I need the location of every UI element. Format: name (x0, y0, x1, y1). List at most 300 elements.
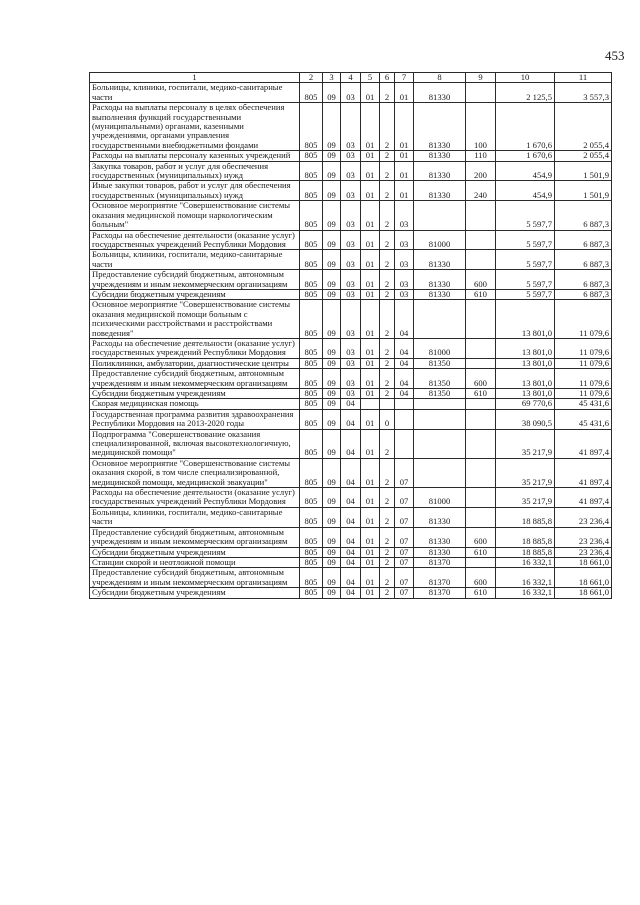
subsection-code-cell: 03 (341, 103, 361, 151)
admin-code-cell: 805 (300, 507, 323, 527)
activity-code-cell: 07 (395, 568, 414, 588)
admin-code-cell: 805 (300, 83, 323, 103)
subprogram-code-cell: 2 (380, 338, 395, 358)
table-row (90, 230, 612, 250)
section-code-cell: 09 (323, 83, 341, 103)
amount-2019-cell: 35 217,9 (496, 488, 555, 508)
table-row (90, 369, 612, 389)
direction-code-cell: 81000 (414, 338, 466, 358)
row-name-cell: Подпрограмма "Совершенствование оказания специализированной, включая высокотехнологичную, медицинской помощи" (90, 429, 300, 458)
section-code-cell: 09 (323, 300, 341, 339)
row-name-cell: Государственная программа развития здравоохранения Республики Мордовия на 2013-2020 годы (90, 409, 300, 429)
subprogram-code-cell: 2 (380, 289, 395, 299)
direction-code-cell: 81330 (414, 270, 466, 290)
expense-type-code-cell (466, 458, 496, 487)
admin-code-cell: 805 (300, 458, 323, 487)
amount-2019-cell: 13 801,0 (496, 369, 555, 389)
expense-type-code-cell (466, 488, 496, 508)
row-name-cell: Станции скорой и неотложной помощи (90, 557, 300, 567)
subprogram-code-cell (380, 399, 395, 409)
table-row (90, 527, 612, 547)
column-header: 1 (90, 73, 300, 83)
table-row (90, 201, 612, 230)
table-row (90, 409, 612, 429)
subsection-code-cell: 04 (341, 399, 361, 409)
table-row (90, 289, 612, 299)
table-row (90, 488, 612, 508)
amount-2020-cell: 11 079,6 (555, 338, 612, 358)
activity-code-cell: 01 (395, 151, 414, 161)
section-code-cell: 09 (323, 409, 341, 429)
table-header-row (90, 73, 612, 83)
subprogram-code-cell: 2 (380, 488, 395, 508)
direction-code-cell: 81330 (414, 181, 466, 201)
subsection-code-cell: 03 (341, 338, 361, 358)
program-code-cell: 01 (361, 458, 380, 487)
program-code-cell: 01 (361, 557, 380, 567)
table-row (90, 300, 612, 339)
row-name-cell: Расходы на выплаты персоналу в целях обеспечения выполнения функций государственными (муниципальными) органами, казенными учреждениями, органами управления государственными внебюджетными фондами (90, 103, 300, 151)
direction-code-cell: 81000 (414, 488, 466, 508)
direction-code-cell (414, 429, 466, 458)
activity-code-cell: 04 (395, 358, 414, 368)
expense-type-code-cell (466, 250, 496, 270)
direction-code-cell: 81330 (414, 161, 466, 181)
table-row (90, 399, 612, 409)
amount-2020-cell: 41 897,4 (555, 458, 612, 487)
activity-code-cell: 07 (395, 458, 414, 487)
activity-code-cell: 04 (395, 300, 414, 339)
amount-2019-cell: 13 801,0 (496, 389, 555, 399)
activity-code-cell (395, 399, 414, 409)
subprogram-code-cell: 2 (380, 103, 395, 151)
amount-2019-cell: 69 770,6 (496, 399, 555, 409)
section-code-cell: 09 (323, 250, 341, 270)
program-code-cell: 01 (361, 289, 380, 299)
section-code-cell: 09 (323, 547, 341, 557)
subprogram-code-cell: 2 (380, 429, 395, 458)
subprogram-code-cell: 2 (380, 151, 395, 161)
admin-code-cell: 805 (300, 161, 323, 181)
activity-code-cell: 01 (395, 83, 414, 103)
program-code-cell: 01 (361, 547, 380, 557)
admin-code-cell: 805 (300, 557, 323, 567)
section-code-cell: 09 (323, 103, 341, 151)
activity-code-cell: 07 (395, 488, 414, 508)
subprogram-code-cell: 2 (380, 588, 395, 598)
amount-2020-cell: 11 079,6 (555, 358, 612, 368)
amount-2019-cell: 1 670,6 (496, 103, 555, 151)
amount-2020-cell: 45 431,6 (555, 409, 612, 429)
section-code-cell: 09 (323, 270, 341, 290)
table-row (90, 151, 612, 161)
admin-code-cell: 805 (300, 270, 323, 290)
section-code-cell: 09 (323, 230, 341, 250)
subsection-code-cell: 03 (341, 270, 361, 290)
expense-type-code-cell: 610 (466, 289, 496, 299)
amount-2019-cell: 18 885,8 (496, 527, 555, 547)
column-header: 10 (496, 73, 555, 83)
row-name-cell: Предоставление субсидий бюджетным, автономным учреждениям и иным некоммерческим организациям (90, 568, 300, 588)
activity-code-cell: 03 (395, 201, 414, 230)
admin-code-cell: 805 (300, 201, 323, 230)
activity-code-cell: 07 (395, 507, 414, 527)
direction-code-cell: 81330 (414, 83, 466, 103)
admin-code-cell: 805 (300, 429, 323, 458)
subsection-code-cell: 04 (341, 547, 361, 557)
amount-2019-cell: 5 597,7 (496, 201, 555, 230)
program-code-cell: 01 (361, 250, 380, 270)
column-header: 7 (395, 73, 414, 83)
admin-code-cell: 805 (300, 389, 323, 399)
direction-code-cell: 81330 (414, 507, 466, 527)
section-code-cell: 09 (323, 181, 341, 201)
subsection-code-cell: 04 (341, 507, 361, 527)
page-number: 453 (605, 48, 625, 63)
amount-2019-cell: 13 801,0 (496, 300, 555, 339)
subprogram-code-cell: 2 (380, 568, 395, 588)
admin-code-cell: 805 (300, 250, 323, 270)
amount-2020-cell: 2 055,4 (555, 151, 612, 161)
section-code-cell: 09 (323, 588, 341, 598)
activity-code-cell (395, 409, 414, 429)
row-name-cell: Субсидии бюджетным учреждениям (90, 389, 300, 399)
admin-code-cell: 805 (300, 181, 323, 201)
activity-code-cell: 07 (395, 557, 414, 567)
amount-2020-cell: 18 661,0 (555, 588, 612, 598)
admin-code-cell: 805 (300, 289, 323, 299)
amount-2019-cell: 5 597,7 (496, 250, 555, 270)
section-code-cell: 09 (323, 201, 341, 230)
direction-code-cell: 81350 (414, 369, 466, 389)
subsection-code-cell: 03 (341, 389, 361, 399)
expense-type-code-cell: 600 (466, 369, 496, 389)
section-code-cell: 09 (323, 289, 341, 299)
expense-type-code-cell (466, 230, 496, 250)
program-code-cell: 01 (361, 151, 380, 161)
amount-2019-cell: 5 597,7 (496, 230, 555, 250)
amount-2019-cell: 16 332,1 (496, 588, 555, 598)
expense-type-code-cell: 600 (466, 568, 496, 588)
admin-code-cell: 805 (300, 568, 323, 588)
expense-type-code-cell (466, 201, 496, 230)
row-name-cell: Предоставление субсидий бюджетным, автономным учреждениям и иным некоммерческим организациям (90, 527, 300, 547)
activity-code-cell: 04 (395, 338, 414, 358)
expense-type-code-cell: 600 (466, 270, 496, 290)
program-code-cell: 01 (361, 181, 380, 201)
admin-code-cell: 805 (300, 103, 323, 151)
direction-code-cell: 81330 (414, 250, 466, 270)
activity-code-cell: 04 (395, 369, 414, 389)
table-row (90, 429, 612, 458)
program-code-cell: 01 (361, 358, 380, 368)
row-name-cell: Иные закупки товаров, работ и услуг для обеспечения государственных (муниципальных) нужд (90, 181, 300, 201)
row-name-cell: Субсидии бюджетным учреждениям (90, 588, 300, 598)
direction-code-cell (414, 201, 466, 230)
subsection-code-cell: 04 (341, 557, 361, 567)
expense-type-code-cell: 610 (466, 389, 496, 399)
direction-code-cell: 81370 (414, 557, 466, 567)
subprogram-code-cell: 2 (380, 369, 395, 389)
program-code-cell: 01 (361, 527, 380, 547)
amount-2020-cell: 3 557,3 (555, 83, 612, 103)
expense-type-code-cell (466, 507, 496, 527)
budget-table (89, 72, 612, 599)
expense-type-code-cell: 100 (466, 103, 496, 151)
amount-2019-cell: 18 885,8 (496, 547, 555, 557)
admin-code-cell: 805 (300, 358, 323, 368)
activity-code-cell: 01 (395, 103, 414, 151)
subprogram-code-cell: 2 (380, 547, 395, 557)
admin-code-cell: 805 (300, 409, 323, 429)
subsection-code-cell: 03 (341, 181, 361, 201)
amount-2020-cell: 6 887,3 (555, 201, 612, 230)
row-name-cell: Больницы, клиники, госпитали, медико-санитарные части (90, 250, 300, 270)
subsection-code-cell: 04 (341, 588, 361, 598)
subsection-code-cell: 03 (341, 250, 361, 270)
program-code-cell: 01 (361, 103, 380, 151)
section-code-cell: 09 (323, 458, 341, 487)
amount-2020-cell: 41 897,4 (555, 429, 612, 458)
expense-type-code-cell (466, 83, 496, 103)
section-code-cell: 09 (323, 507, 341, 527)
column-header: 4 (341, 73, 361, 83)
subprogram-code-cell: 2 (380, 83, 395, 103)
subprogram-code-cell: 2 (380, 389, 395, 399)
section-code-cell: 09 (323, 389, 341, 399)
amount-2019-cell: 35 217,9 (496, 458, 555, 487)
amount-2020-cell: 11 079,6 (555, 389, 612, 399)
activity-code-cell: 01 (395, 161, 414, 181)
table-row (90, 83, 612, 103)
program-code-cell: 01 (361, 389, 380, 399)
direction-code-cell: 81350 (414, 358, 466, 368)
admin-code-cell: 805 (300, 399, 323, 409)
amount-2019-cell: 16 332,1 (496, 568, 555, 588)
column-header: 3 (323, 73, 341, 83)
row-name-cell: Предоставление субсидий бюджетным, автономным учреждениям и иным некоммерческим организациям (90, 270, 300, 290)
program-code-cell: 01 (361, 507, 380, 527)
row-name-cell: Предоставление субсидий бюджетным, автономным учреждениям и иным некоммерческим организациям (90, 369, 300, 389)
expense-type-code-cell (466, 358, 496, 368)
section-code-cell: 09 (323, 429, 341, 458)
column-header: 6 (380, 73, 395, 83)
row-name-cell: Больницы, клиники, госпитали, медико-санитарные части (90, 83, 300, 103)
section-code-cell: 09 (323, 338, 341, 358)
admin-code-cell: 805 (300, 488, 323, 508)
amount-2020-cell: 18 661,0 (555, 557, 612, 567)
program-code-cell: 01 (361, 161, 380, 181)
subprogram-code-cell: 2 (380, 458, 395, 487)
direction-code-cell: 81330 (414, 151, 466, 161)
amount-2019-cell: 13 801,0 (496, 358, 555, 368)
subsection-code-cell: 03 (341, 230, 361, 250)
subsection-code-cell: 03 (341, 369, 361, 389)
expense-type-code-cell: 200 (466, 161, 496, 181)
amount-2019-cell: 38 090,5 (496, 409, 555, 429)
direction-code-cell (414, 300, 466, 339)
row-name-cell: Расходы на обеспечение деятельности (оказание услуг) государственных учреждений Республики Мордовия (90, 338, 300, 358)
column-header: 5 (361, 73, 380, 83)
direction-code-cell: 81000 (414, 230, 466, 250)
subprogram-code-cell: 2 (380, 557, 395, 567)
program-code-cell: 01 (361, 409, 380, 429)
program-code-cell: 01 (361, 300, 380, 339)
section-code-cell: 09 (323, 527, 341, 547)
row-name-cell: Основное мероприятие "Совершенствование системы оказания медицинской помощи наркологическим больным" (90, 201, 300, 230)
amount-2020-cell: 6 887,3 (555, 270, 612, 290)
amount-2019-cell: 13 801,0 (496, 338, 555, 358)
admin-code-cell: 805 (300, 588, 323, 598)
row-name-cell: Субсидии бюджетным учреждениям (90, 289, 300, 299)
direction-code-cell: 81330 (414, 289, 466, 299)
expense-type-code-cell (466, 300, 496, 339)
activity-code-cell (395, 429, 414, 458)
admin-code-cell: 805 (300, 547, 323, 557)
activity-code-cell: 03 (395, 250, 414, 270)
row-name-cell: Поликлиники, амбулатории, диагностические центры (90, 358, 300, 368)
amount-2020-cell: 11 079,6 (555, 300, 612, 339)
row-name-cell: Расходы на выплаты персоналу казенных учреждений (90, 151, 300, 161)
expense-type-code-cell (466, 338, 496, 358)
subprogram-code-cell: 2 (380, 300, 395, 339)
amount-2020-cell: 23 236,4 (555, 527, 612, 547)
subprogram-code-cell: 2 (380, 181, 395, 201)
expense-type-code-cell: 240 (466, 181, 496, 201)
row-name-cell: Основное мероприятие "Совершенствование системы оказания медицинской помощи больным с психическими расстройствами и расстройствами поведения" (90, 300, 300, 339)
expense-type-code-cell (466, 409, 496, 429)
amount-2020-cell: 6 887,3 (555, 250, 612, 270)
program-code-cell (361, 399, 380, 409)
subprogram-code-cell: 2 (380, 250, 395, 270)
expense-type-code-cell: 610 (466, 588, 496, 598)
subsection-code-cell: 04 (341, 488, 361, 508)
expense-type-code-cell (466, 429, 496, 458)
admin-code-cell: 805 (300, 230, 323, 250)
activity-code-cell: 03 (395, 270, 414, 290)
program-code-cell: 01 (361, 230, 380, 250)
amount-2020-cell: 18 661,0 (555, 568, 612, 588)
amount-2019-cell: 454,9 (496, 181, 555, 201)
row-name-cell: Субсидии бюджетным учреждениям (90, 547, 300, 557)
row-name-cell: Закупка товаров, работ и услуг для обеспечения государственных (муниципальных) нужд (90, 161, 300, 181)
subsection-code-cell: 04 (341, 429, 361, 458)
table-row (90, 568, 612, 588)
amount-2020-cell: 6 887,3 (555, 289, 612, 299)
expense-type-code-cell: 110 (466, 151, 496, 161)
subsection-code-cell: 03 (341, 358, 361, 368)
direction-code-cell (414, 399, 466, 409)
direction-code-cell: 81330 (414, 527, 466, 547)
amount-2020-cell: 2 055,4 (555, 103, 612, 151)
section-code-cell: 09 (323, 399, 341, 409)
subsection-code-cell: 04 (341, 568, 361, 588)
row-name-cell: Основное мероприятие "Совершенствование системы оказания скорой, в том числе специализированной, медицинской помощи, медицинской эвакуации" (90, 458, 300, 487)
table-row (90, 161, 612, 181)
subprogram-code-cell: 2 (380, 230, 395, 250)
row-name-cell: Скорая медицинская помощь (90, 399, 300, 409)
amount-2019-cell: 5 597,7 (496, 270, 555, 290)
amount-2019-cell: 16 332,1 (496, 557, 555, 567)
amount-2019-cell: 35 217,9 (496, 429, 555, 458)
activity-code-cell: 07 (395, 588, 414, 598)
section-code-cell: 09 (323, 358, 341, 368)
admin-code-cell: 805 (300, 338, 323, 358)
direction-code-cell (414, 409, 466, 429)
table-row (90, 458, 612, 487)
amount-2019-cell: 454,9 (496, 161, 555, 181)
program-code-cell: 01 (361, 488, 380, 508)
program-code-cell: 01 (361, 270, 380, 290)
amount-2020-cell: 23 236,4 (555, 507, 612, 527)
section-code-cell: 09 (323, 161, 341, 181)
section-code-cell: 09 (323, 488, 341, 508)
program-code-cell: 01 (361, 83, 380, 103)
expense-type-code-cell: 610 (466, 547, 496, 557)
program-code-cell: 01 (361, 429, 380, 458)
program-code-cell: 01 (361, 338, 380, 358)
amount-2020-cell: 11 079,6 (555, 369, 612, 389)
amount-2020-cell: 41 897,4 (555, 488, 612, 508)
expense-type-code-cell (466, 557, 496, 567)
subprogram-code-cell: 2 (380, 201, 395, 230)
admin-code-cell: 805 (300, 151, 323, 161)
subsection-code-cell: 03 (341, 161, 361, 181)
admin-code-cell: 805 (300, 369, 323, 389)
table-row (90, 358, 612, 368)
admin-code-cell: 805 (300, 300, 323, 339)
amount-2020-cell: 45 431,6 (555, 399, 612, 409)
table-row (90, 250, 612, 270)
amount-2020-cell: 23 236,4 (555, 547, 612, 557)
amount-2020-cell: 1 501,9 (555, 181, 612, 201)
table-row (90, 547, 612, 557)
subsection-code-cell: 03 (341, 289, 361, 299)
column-header: 11 (555, 73, 612, 83)
table-body (90, 83, 612, 598)
table-row (90, 588, 612, 598)
program-code-cell: 01 (361, 568, 380, 588)
direction-code-cell: 81370 (414, 568, 466, 588)
amount-2020-cell: 6 887,3 (555, 230, 612, 250)
activity-code-cell: 03 (395, 230, 414, 250)
program-code-cell: 01 (361, 588, 380, 598)
column-header: 9 (466, 73, 496, 83)
row-name-cell: Расходы на обеспечение деятельности (оказание услуг) государственных учреждений Республики Мордовия (90, 488, 300, 508)
table-row (90, 389, 612, 399)
subsection-code-cell: 04 (341, 409, 361, 429)
subprogram-code-cell: 2 (380, 358, 395, 368)
subprogram-code-cell: 2 (380, 161, 395, 181)
activity-code-cell: 03 (395, 289, 414, 299)
direction-code-cell: 81330 (414, 103, 466, 151)
amount-2019-cell: 5 597,7 (496, 289, 555, 299)
subprogram-code-cell: 2 (380, 527, 395, 547)
subprogram-code-cell: 0 (380, 409, 395, 429)
table-row (90, 557, 612, 567)
section-code-cell: 09 (323, 369, 341, 389)
subprogram-code-cell: 2 (380, 507, 395, 527)
direction-code-cell: 81350 (414, 389, 466, 399)
section-code-cell: 09 (323, 568, 341, 588)
activity-code-cell: 07 (395, 547, 414, 557)
section-code-cell: 09 (323, 557, 341, 567)
direction-code-cell (414, 458, 466, 487)
section-code-cell: 09 (323, 151, 341, 161)
table-row (90, 507, 612, 527)
subsection-code-cell: 03 (341, 201, 361, 230)
amount-2019-cell: 2 125,5 (496, 83, 555, 103)
